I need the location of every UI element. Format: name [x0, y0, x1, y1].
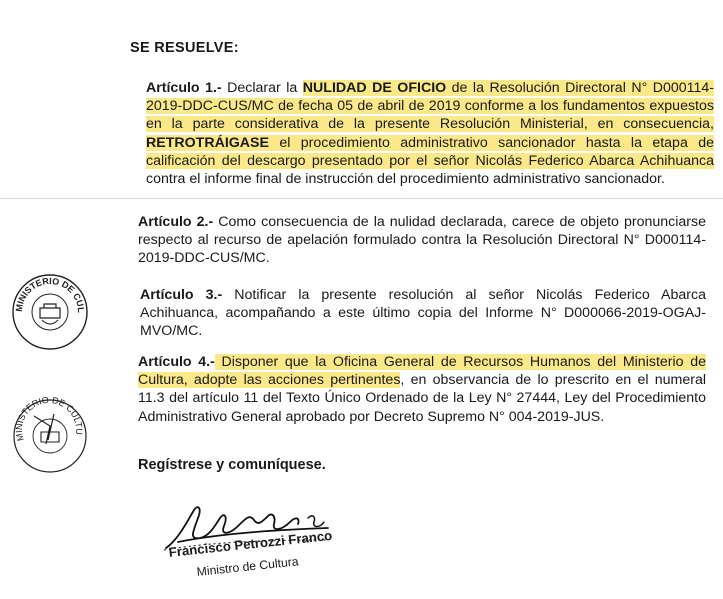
article-1-label: Artículo 1.- — [146, 80, 222, 96]
article-1 — [108, 79, 714, 188]
article-1-text-b: de fecha 05 de abril de 2019 conforme a los fundamentos — [273, 98, 650, 115]
article-1-text-c: expuestos en la parte considerativa de la presente Resolución Ministerial, en consecuencia, — [146, 98, 714, 133]
seal-1-text: MINISTERIO DE CULTURA — [6, 264, 87, 313]
article-3-text: Notificar la presente resolución al señor Nicolás Federico Abarca Achihuanca, acompañando a este último copia del Informe N° D000066-2019-OGAJ-MVO/MC. — [140, 287, 706, 340]
signatory-role: Ministro de Cultura — [196, 554, 300, 579]
article-1-text-d: el procedimiento administrativo sancionador hasta la etapa de calificación del descargo presentado por el señor Nicolás Federico Abarca Achihuanca — [146, 134, 714, 169]
article-2-label: Artículo 2.- — [138, 214, 214, 230]
article-3-label: Artículo 3.- — [140, 287, 223, 303]
article-4-text: , en observancia de lo prescrito en el numeral 11.3 del artículo 11 del Texto Único Ordenado de la Ley N° 27444, Ley del Procedimiento Administrativo General aprobado por Decreto Supremo N° 004-2019-JUS. — [138, 372, 706, 425]
signatory-name: Francisco Petrozzi Franco — [168, 527, 333, 560]
ministry-seal-icon — [6, 264, 90, 352]
section-title: SE RESUELVE: — [130, 40, 239, 56]
scan-page-edge — [0, 198, 723, 199]
article-1-text-a: Declarar la — [221, 80, 303, 96]
article-1-nulidad: NULIDAD DE OFICIO — [302, 80, 447, 96]
article-1-text-e: contra el informe final de instrucción del procedimiento administrativo sancionador. — [146, 171, 665, 188]
svg-text:MINISTERIO DE CULTURA — [7, 264, 86, 314]
closing-line: Regístrese y comuníquese. — [138, 457, 326, 473]
article-4-highlight: Disponer que la Oficina General de Recursos Humanos del Ministerio de Cultura, adopte las acciones pertinentes — [138, 354, 706, 389]
article-1-resolution-ref: de la Resolución Directoral N° D000114-2019-DDC-CUS/MC — [146, 80, 714, 115]
ministry-seal-icon — [6, 388, 90, 476]
article-4 — [100, 353, 706, 426]
svg-text:MINISTERIO DE CULTURA — [7, 388, 84, 442]
article-1-retrotraigase: RETROTRÁIGASE — [146, 134, 269, 151]
article-3 — [102, 286, 706, 341]
article-2-text: Como consecuencia de la nulidad declarada, carece de objeto pronunciarse respecto al recurso de apelación formulado contra la Resolución Directoral N° D000114-2019-DDC-CUS/MC. — [138, 214, 706, 267]
article-2 — [100, 213, 706, 268]
seal-2-text: MINISTERIO DE CULTURA — [6, 388, 85, 443]
article-4-label: Artículo 4.- — [138, 354, 215, 370]
